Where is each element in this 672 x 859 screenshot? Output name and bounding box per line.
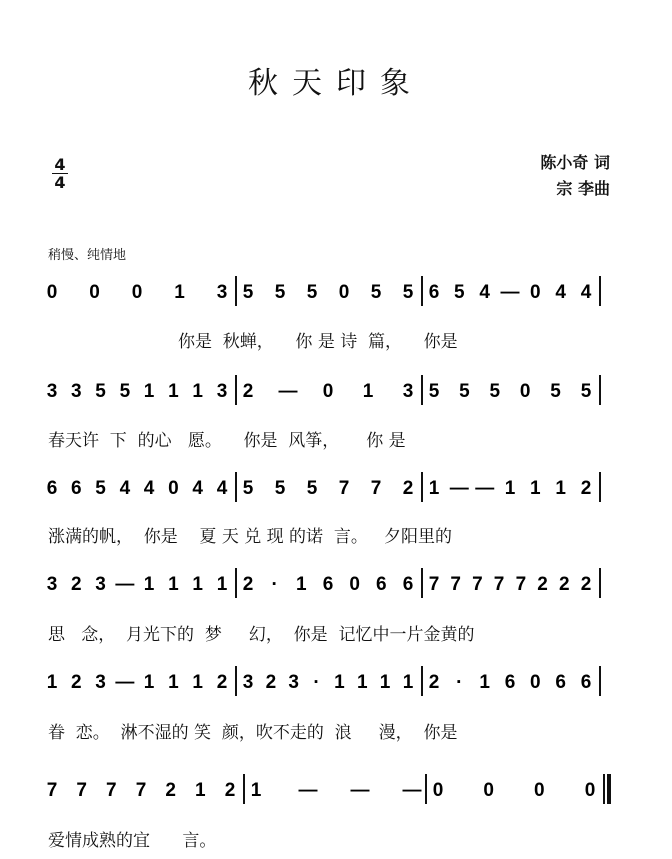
- note: 5: [370, 282, 382, 303]
- note: 7: [76, 780, 87, 801]
- note: 2: [165, 780, 176, 801]
- note: 7: [46, 780, 58, 801]
- lyric-line-4: 思 念， 月光下的 梦 幻， 你是 记忆中一片金黄的: [48, 625, 475, 645]
- note: 1: [530, 478, 541, 499]
- note: 6: [71, 478, 82, 499]
- note: 0: [131, 282, 143, 303]
- note: 1: [296, 574, 307, 595]
- note: 0: [349, 574, 360, 595]
- time-signature-bottom: 4: [54, 173, 66, 192]
- note: 2: [216, 672, 228, 693]
- note: 7: [428, 574, 440, 595]
- note: 7: [493, 574, 505, 595]
- note: 4: [192, 478, 203, 499]
- note: 6: [322, 574, 334, 595]
- note: 5: [242, 478, 254, 499]
- note: 5: [95, 381, 106, 402]
- note: 2: [71, 574, 82, 595]
- note: 7: [135, 780, 147, 801]
- note: ·: [313, 672, 320, 693]
- note: 5: [550, 381, 561, 402]
- note: 6: [402, 574, 414, 595]
- note: 2: [537, 574, 548, 595]
- note: 6: [428, 282, 440, 303]
- note: 1: [504, 478, 516, 499]
- note: 0: [89, 282, 100, 303]
- note: 0: [584, 780, 596, 801]
- note: 3: [402, 381, 414, 402]
- note: 7: [472, 574, 483, 595]
- note: 4: [555, 282, 566, 303]
- note: 3: [95, 574, 106, 595]
- lyric-line-1: 你是 秋蝉， 你 是 诗 篇， 你是: [178, 332, 458, 352]
- note: 2: [428, 672, 440, 693]
- note: 5: [306, 282, 318, 303]
- lyric-line-5: 眷 恋。 淋不湿的 笑 颜，吹不走的 浪 漫， 你是: [48, 723, 458, 743]
- note: 1: [174, 282, 185, 303]
- note: 6: [580, 672, 592, 693]
- note: 2: [242, 574, 254, 595]
- note: 0: [483, 780, 494, 801]
- note: 5: [274, 282, 286, 303]
- note: 6: [46, 478, 58, 499]
- note: 1: [250, 780, 262, 801]
- note: 3: [242, 672, 254, 693]
- note: 4: [216, 478, 228, 499]
- note: 5: [489, 381, 501, 402]
- note: 3: [216, 381, 228, 402]
- note: 5: [95, 478, 106, 499]
- note: 0: [322, 381, 334, 402]
- note: —: [402, 780, 422, 801]
- note: 5: [242, 282, 254, 303]
- note: 1: [192, 381, 203, 402]
- note: 6: [376, 574, 387, 595]
- note: 1: [334, 672, 345, 693]
- note: 0: [46, 282, 58, 303]
- note: 7: [106, 780, 117, 801]
- note: 4: [479, 282, 490, 303]
- note: —: [350, 780, 370, 801]
- note: 1: [379, 672, 391, 693]
- note: 1: [143, 574, 155, 595]
- lyric-line-3: 涨满的帆， 你是 夏 天 兑 现 的诺 言。 夕阳里的: [48, 527, 453, 547]
- note: 7: [370, 478, 382, 499]
- note: 2: [71, 672, 82, 693]
- note: 5: [119, 381, 131, 402]
- note: ·: [271, 574, 278, 595]
- note: —: [475, 478, 495, 499]
- song-title: 秋天印象: [248, 66, 424, 101]
- note: 3: [46, 381, 58, 402]
- note: 1: [46, 672, 58, 693]
- note: 2: [580, 574, 592, 595]
- note: 1: [192, 672, 203, 693]
- note: 2: [224, 780, 236, 801]
- note: 1: [168, 672, 179, 693]
- note: —: [500, 282, 520, 303]
- note: 7: [338, 478, 350, 499]
- note: —: [298, 780, 318, 801]
- note: 3: [288, 672, 299, 693]
- note: 0: [519, 381, 531, 402]
- note: 0: [530, 282, 541, 303]
- note: —: [115, 574, 135, 595]
- note: —: [115, 672, 135, 693]
- note: 1: [479, 672, 490, 693]
- note: 1: [143, 672, 155, 693]
- lyric-line-2: 春天许 下 的心 愿。 你是 风筝， 你 是: [48, 431, 406, 451]
- note: 5: [454, 282, 465, 303]
- note: 4: [580, 282, 592, 303]
- note: 1: [168, 381, 179, 402]
- note: 1: [195, 780, 206, 801]
- note: —: [278, 381, 298, 402]
- note: 5: [428, 381, 440, 402]
- note: 5: [274, 478, 286, 499]
- note: 6: [555, 672, 566, 693]
- note: 1: [143, 381, 155, 402]
- note: 0: [338, 282, 350, 303]
- note: 2: [242, 381, 254, 402]
- note: 0: [530, 672, 541, 693]
- note: 0: [168, 478, 179, 499]
- note: 5: [459, 381, 470, 402]
- lyric-line-6: 爱情成熟的宜 言。: [48, 831, 217, 851]
- note: 6: [504, 672, 516, 693]
- note: 1: [428, 478, 440, 499]
- note: 1: [362, 381, 374, 402]
- note: 3: [46, 574, 58, 595]
- note: 0: [432, 780, 444, 801]
- note: 3: [216, 282, 228, 303]
- note: 1: [357, 672, 368, 693]
- tempo-marking: 稍慢、纯情地: [48, 248, 127, 263]
- note: 1: [192, 574, 203, 595]
- note: 2: [265, 672, 277, 693]
- note: 3: [71, 381, 82, 402]
- note: 1: [555, 478, 566, 499]
- note: 5: [402, 282, 414, 303]
- time-signature-top: 4: [52, 156, 68, 174]
- note: 7: [450, 574, 461, 595]
- note: 7: [515, 574, 527, 595]
- note: 1: [216, 574, 228, 595]
- note: ·: [456, 672, 463, 693]
- note: 1: [402, 672, 414, 693]
- note: 4: [119, 478, 131, 499]
- note: —: [449, 478, 469, 499]
- note: 2: [559, 574, 570, 595]
- note: 0: [534, 780, 545, 801]
- composer-credit: 宗 李曲: [556, 179, 610, 198]
- note: 3: [95, 672, 106, 693]
- note: 1: [168, 574, 179, 595]
- lyricist-credit: 陈小奇 词: [540, 153, 610, 172]
- note: 5: [306, 478, 318, 499]
- note: 5: [580, 381, 592, 402]
- note: 4: [143, 478, 155, 499]
- note: 2: [580, 478, 592, 499]
- note: 2: [402, 478, 414, 499]
